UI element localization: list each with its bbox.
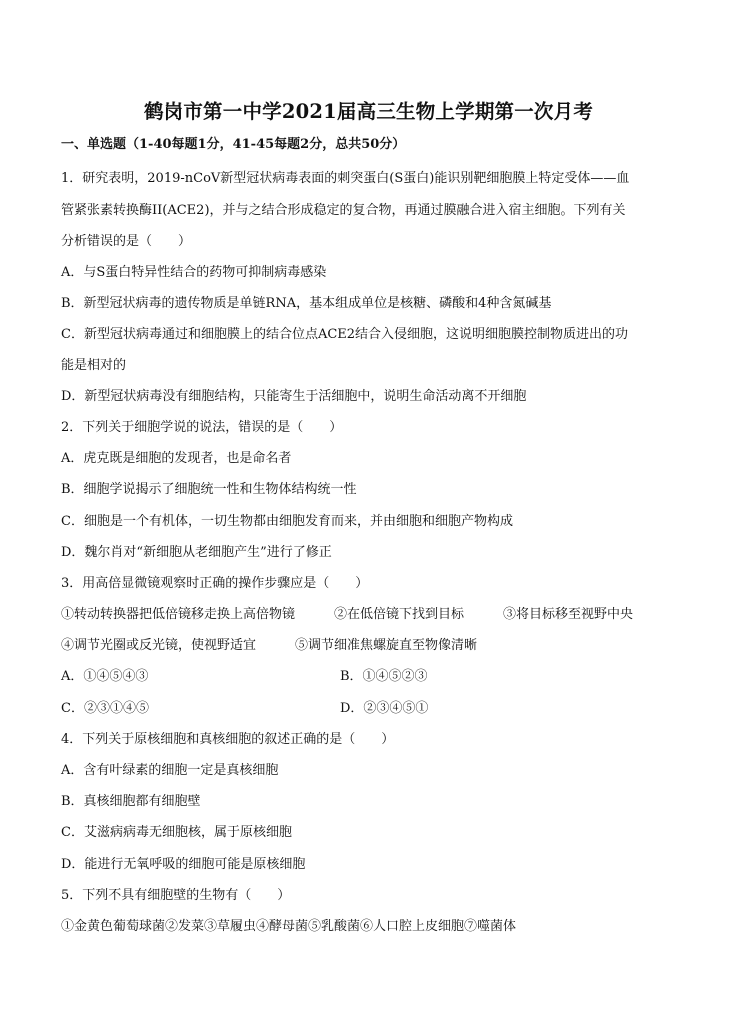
q1-option-a: A．与S蛋白特异性结合的药物可抑制病毒感染 xyxy=(61,265,327,280)
q2-option-d: D．魏尔肖对“新细胞从老细胞产生”进行了修正 xyxy=(61,545,332,560)
q1-option-c-line2: 能是相对的 xyxy=(61,358,127,373)
q3-steps-line1: ①转动转换器把低倍镜移走换上高倍物镜 ②在低倍镜下找到目标 ③将目标移至视野中央 xyxy=(61,607,634,622)
q3-stem: 3．用高倍显微镜观察时正确的操作步骤应是（ ） xyxy=(61,576,369,591)
q1-option-d: D．新型冠状病毒没有细胞结构，只能寄生于活细胞中，说明生命活动离不开细胞 xyxy=(61,389,527,404)
q1-stem-line2: 管紧张素转换酶II(ACE2)，并与之结合形成稳定的复合物，再通过膜融合进入宿主细胞。下列有关 xyxy=(61,203,626,218)
q2-option-b: B．细胞学说揭示了细胞统一性和生物体结构统一性 xyxy=(61,482,357,497)
q1-option-c-line1: C．新型冠状病毒通过和细胞膜上的结合位点ACE2结合入侵细胞，这说明细胞膜控制物质进出的功 xyxy=(61,327,629,342)
q1-stem-line3: 分析错误的是（ ） xyxy=(61,234,192,249)
q4-option-c: C．艾滋病病毒无细胞核，属于原核细胞 xyxy=(61,825,292,840)
q3-option-c: C．②③①④⑤ xyxy=(61,701,149,716)
q4-option-d: D．能进行无氧呼吸的细胞可能是原核细胞 xyxy=(61,857,306,872)
q1-option-b: B．新型冠状病毒的遗传物质是单链RNA，基本组成单位是核糖、磷酸和4种含氮碱基 xyxy=(61,296,552,311)
q2-stem: 2．下列关于细胞学说的说法，错误的是（ ） xyxy=(61,420,343,435)
q5-stem: 5．下列不具有细胞壁的生物有（ ） xyxy=(61,888,291,903)
q3-steps-line2: ④调节光圈或反光镜，使视野适宜 ⑤调节细准焦螺旋直至物像清晰 xyxy=(61,638,478,653)
q3-options-row2 xyxy=(61,700,681,718)
q3-option-a: A．①④⑤④③ xyxy=(61,669,149,684)
q5-items: ①金黄色葡萄球菌②发菜③草履虫④酵母菌⑤乳酸菌⑥人口腔上皮细胞⑦噬菌体 xyxy=(61,919,517,934)
section-heading: 一、单选题（1-40每题1分，41-45每题2分，总共50分） xyxy=(61,137,406,152)
q2-option-a: A．虎克既是细胞的发现者，也是命名者 xyxy=(61,451,292,466)
q2-option-c: C．细胞是一个有机体，一切生物都由细胞发育而来，并由细胞和细胞产物构成 xyxy=(61,514,513,529)
q3-option-b: B．①④⑤②③ xyxy=(340,669,428,684)
q3-options-row1 xyxy=(61,668,681,686)
q4-stem: 4．下列关于原核细胞和真核细胞的叙述正确的是（ ） xyxy=(61,732,395,747)
q4-option-b: B．真核细胞都有细胞壁 xyxy=(61,794,201,809)
page-title: 鹤岗市第一中学2021届高三生物上学期第一次月考 xyxy=(143,100,594,123)
q1-stem-line1: 1．研究表明，2019-nCoV新型冠状病毒表面的刺突蛋白(S蛋白)能识别靶细胞膜上特定受体——血 xyxy=(61,171,630,186)
q4-option-a: A．含有叶绿素的细胞一定是真核细胞 xyxy=(61,763,279,778)
q3-option-d: D．②③④⑤① xyxy=(340,701,429,716)
